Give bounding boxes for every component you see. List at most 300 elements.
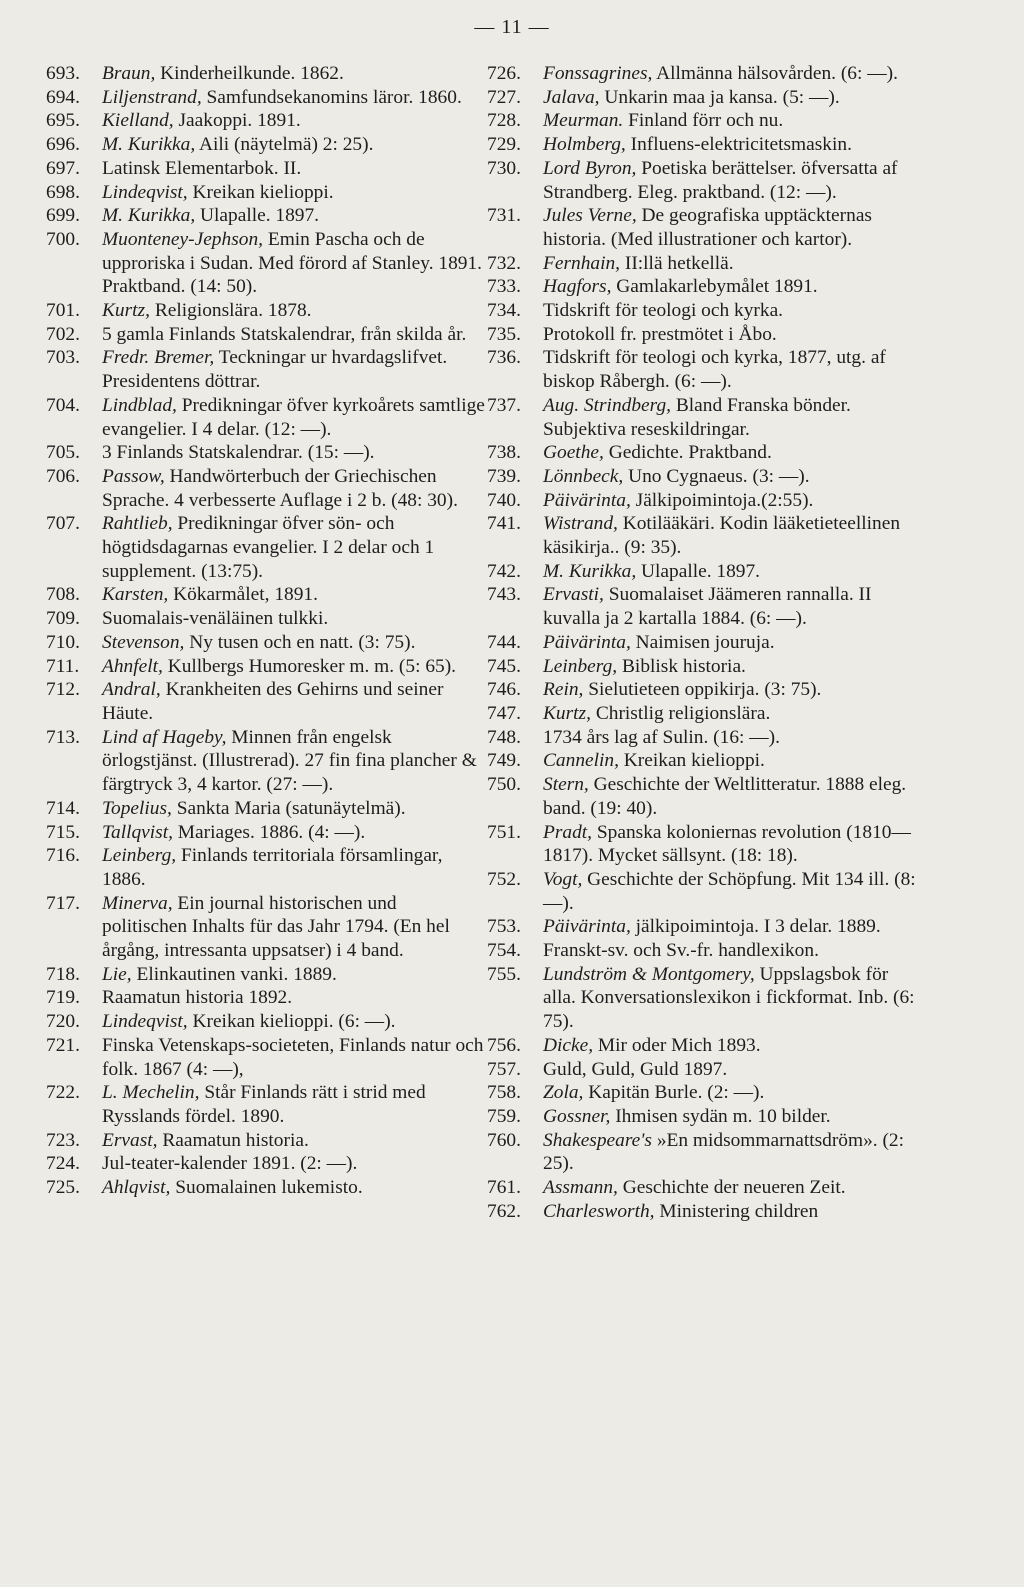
catalog-entry (46, 1176, 486, 1200)
entry-author: Lord Byron, (543, 157, 637, 179)
catalog-entry (487, 109, 917, 133)
entry-description: Predikningar öfver sön- och högtidsdagarnas evangelier. I 2 delar och 1 supplement. (13:75). (102, 513, 435, 582)
entry-text (543, 62, 917, 86)
entry-text (543, 963, 917, 1034)
entry-number: 705. (46, 442, 80, 464)
entry-number: 749. (487, 750, 521, 772)
entry-description: Uno Cygnaeus. (3: —). (623, 465, 810, 487)
entry-description: Predikningar öfver kyrkoårets samtlige evangelier. I 4 delar. (12: —). (102, 394, 485, 440)
entry-text (543, 915, 917, 939)
entry-text (102, 726, 486, 797)
catalog-entry (487, 323, 917, 347)
entry-description: Protokoll fr. prestmötet i Åbo. (543, 323, 777, 345)
entry-text (543, 1176, 917, 1200)
entry-text (102, 62, 486, 86)
catalog-entry (46, 583, 486, 607)
entry-description: 5 gamla Finlands Statskalendrar, från skilda år. (102, 323, 467, 345)
entry-description: Geschichte der neueren Zeit. (617, 1177, 846, 1199)
entry-text (102, 631, 486, 655)
catalog-entry (487, 560, 917, 584)
entry-number: 711. (46, 655, 80, 677)
entry-text (102, 299, 486, 323)
entry-number: 708. (46, 584, 80, 606)
entry-description: Suomalais-venäläinen tulkki. (102, 608, 329, 630)
entry-description: Finland förr och nu. (623, 110, 784, 132)
catalog-entry (46, 157, 486, 181)
entry-author: Assmann, (543, 1177, 618, 1199)
entry-text (543, 821, 917, 868)
entry-author: Passow, (102, 465, 165, 487)
catalog-entry (46, 109, 486, 133)
entry-description: Naimisen jouruja. (630, 631, 775, 653)
catalog-entry (487, 1105, 917, 1129)
entry-author: Fernhain, (543, 252, 621, 274)
entry-description: Tidskrift för teologi och kyrka. (543, 300, 784, 322)
catalog-entry (46, 1034, 486, 1081)
entry-text (543, 939, 917, 963)
entry-description: Christlig religionslära. (590, 702, 771, 724)
entry-author: Päivärinta, (543, 631, 631, 653)
entry-number: 737. (487, 394, 521, 416)
entry-text (102, 1152, 486, 1176)
entry-description: Gamlakarlebymålet 1891. (611, 276, 818, 298)
entry-author: Hagfors, (543, 276, 612, 298)
entry-text (543, 1129, 917, 1176)
entry-number: 739. (487, 465, 521, 487)
catalog-entry (487, 299, 917, 323)
entry-text (102, 323, 486, 347)
entry-number: 757. (487, 1058, 521, 1080)
entry-description: Uppslagsbok för alla. Konversationslexikon i fickformat. Inb. (6: 75). (543, 963, 915, 1033)
entry-number: 732. (487, 252, 521, 274)
catalog-entry (487, 655, 917, 679)
entry-description: Minnen från engelsk örlogstjänst. (Illustrerad). 27 fin fina plancher & färgtryck 3, 4 kartor. (27: —). (102, 726, 477, 796)
catalog-entry (487, 204, 917, 251)
entry-number: 743. (487, 584, 521, 606)
entry-text (102, 963, 486, 987)
entry-author: Cannelin, (543, 750, 619, 772)
entry-number: 722. (46, 1082, 80, 1104)
entry-number: 730. (487, 157, 521, 179)
entry-number: 741. (487, 513, 521, 535)
catalog-entry (487, 702, 917, 726)
entry-author: Leinberg, (543, 655, 618, 677)
entry-text (102, 441, 486, 465)
entry-description: Religionslära. 1878. (149, 300, 312, 322)
catalog-entry (487, 939, 917, 963)
entry-author: Kurtz, (102, 300, 150, 322)
entry-description: Bland Franska bönder. Subjektiva reseskildringar. (543, 394, 851, 440)
entry-author: Pradt, (543, 821, 593, 843)
entry-text (543, 1058, 917, 1082)
entry-text (543, 773, 917, 820)
catalog-entry (46, 86, 486, 110)
entry-author: Lönnbeck, (543, 465, 624, 487)
entry-description: Ihmisen sydän m. 10 bilder. (610, 1105, 831, 1127)
entry-description: 3 Finlands Statskalendrar. (15: —). (102, 442, 375, 464)
entry-number: 703. (46, 347, 80, 369)
entry-text (543, 299, 917, 323)
entry-description: Jul-teater-kalender 1891. (2: —). (102, 1153, 358, 1175)
entry-number: 697. (46, 157, 80, 179)
entry-author: Aug. Strindberg, (543, 394, 672, 416)
entry-number: 751. (487, 821, 521, 843)
entry-text (543, 109, 917, 133)
entry-description: Teckningar ur hvardagslifvet. Presidentens döttrar. (102, 347, 448, 393)
entry-text (543, 678, 917, 702)
entry-description: Raamatun historia 1892. (102, 987, 293, 1009)
entry-number: 712. (46, 679, 80, 701)
entry-description: Ny tusen och en natt. (3: 75). (184, 631, 416, 653)
entry-text (543, 868, 917, 915)
entry-number: 710. (46, 631, 80, 653)
entry-author: Leinberg, (102, 845, 177, 867)
entry-author: Stevenson, (102, 631, 185, 653)
entry-text (543, 512, 917, 559)
catalog-entry (46, 181, 486, 205)
entry-description: Finska Vetenskaps-societeten, Finlands natur och folk. 1867 (4: —), (102, 1034, 484, 1080)
entry-number: 717. (46, 892, 80, 914)
entry-author: Lindblad, (102, 394, 177, 416)
entry-number: 759. (487, 1105, 521, 1127)
entry-text (102, 821, 486, 845)
catalog-entry (46, 346, 486, 393)
entry-text (102, 465, 486, 512)
entry-text (543, 275, 917, 299)
entry-number: 699. (46, 205, 80, 227)
entry-text (102, 346, 486, 393)
entry-number: 748. (487, 726, 521, 748)
catalog-entry (487, 726, 917, 750)
entry-author: Muonteney-Jephson, (102, 228, 263, 250)
entry-description: II:llä hetkellä. (620, 252, 734, 274)
entry-author: Lindeqvist, (102, 181, 188, 203)
entry-author: Shakespeare's (543, 1129, 652, 1151)
entry-text (543, 323, 917, 347)
catalog-entry (487, 631, 917, 655)
catalog-entry (487, 678, 917, 702)
entry-description: jälkipoimintoja. I 3 delar. 1889. (630, 916, 881, 938)
entry-description: Ulapalle. 1897. (195, 205, 320, 227)
catalog-entry (487, 963, 917, 1034)
entry-text (102, 892, 486, 963)
entry-number: 725. (46, 1177, 80, 1199)
right-column (487, 62, 917, 1223)
catalog-entry (46, 821, 486, 845)
entry-description: Sielutieteen oppikirja. (3: 75). (583, 679, 822, 701)
entry-author: Ervast, (102, 1129, 158, 1151)
entry-number: 707. (46, 513, 80, 535)
entry-text (102, 655, 486, 679)
entry-author: Tallqvist, (102, 821, 173, 843)
entry-author: Lind af Hageby, (102, 726, 227, 748)
catalog-entry (46, 299, 486, 323)
entry-author: Ahnfelt, (102, 655, 163, 677)
catalog-entry (46, 844, 486, 891)
entry-number: 736. (487, 347, 521, 369)
catalog-entry (46, 133, 486, 157)
entry-text (102, 157, 486, 181)
entry-author: Jules Verne, (543, 205, 637, 227)
entry-text (543, 655, 917, 679)
entry-number: 747. (487, 702, 521, 724)
entry-text (102, 133, 486, 157)
entry-text (543, 441, 917, 465)
catalog-entry (46, 986, 486, 1010)
entry-text (543, 1034, 917, 1058)
entry-number: 713. (46, 726, 80, 748)
entry-text (543, 252, 917, 276)
entry-text (543, 749, 917, 773)
entry-number: 719. (46, 987, 80, 1009)
entry-text (543, 86, 917, 110)
entry-text (543, 465, 917, 489)
catalog-entry (487, 133, 917, 157)
entry-author: Ahlqvist, (102, 1177, 171, 1199)
entry-author: Dicke, (543, 1034, 594, 1056)
entry-text (102, 86, 486, 110)
entry-description: Influens-elektricitetsmaskin. (625, 134, 852, 156)
entry-text (102, 583, 486, 607)
entry-number: 762. (487, 1200, 521, 1222)
entry-number: 746. (487, 679, 521, 701)
entry-description: Jälkipoimintoja.(2:55). (630, 489, 814, 511)
catalog-entry (46, 394, 486, 441)
entry-description: Kreikan kielioppi. (618, 750, 765, 772)
entry-description: Kreikan kielioppi. (187, 181, 334, 203)
entry-author: Holmberg, (543, 134, 626, 156)
entry-number: 758. (487, 1082, 521, 1104)
entry-number: 752. (487, 868, 521, 890)
catalog-entry (487, 821, 917, 868)
catalog-entry (46, 631, 486, 655)
entry-description: »En midsommarnattsdröm». (2: 25). (543, 1129, 905, 1175)
entry-description: Spanska koloniernas revolution (1810—1817). Mycket sällsynt. (18: 18). (543, 821, 911, 867)
catalog-entry (487, 252, 917, 276)
entry-author: Lundström & Montgomery, (543, 963, 755, 985)
entry-author: Kielland, (102, 110, 174, 132)
catalog-entry (487, 1129, 917, 1176)
entry-description: Emin Pascha och de upproriska i Sudan. Med förord af Stanley. 1891. Praktband. (14: 50). (102, 228, 483, 298)
catalog-entry (46, 1129, 486, 1153)
entry-description: Krankheiten des Gehirns und seiner Häute. (102, 679, 444, 724)
entry-number: 706. (46, 465, 80, 487)
catalog-entry (487, 512, 917, 559)
entry-number: 755. (487, 963, 521, 985)
entry-author: M. Kurikka, (543, 560, 637, 582)
entry-description: Franskt-sv. och Sv.-fr. handlexikon. (543, 940, 819, 962)
catalog-entry (46, 204, 486, 228)
catalog-entry (487, 465, 917, 489)
entry-text (102, 607, 486, 631)
entry-author: Lie, (102, 963, 132, 985)
entry-description: De geografiska upptäckternas historia. (Med illustrationer och kartor). (543, 205, 872, 250)
entry-number: 700. (46, 228, 80, 250)
entry-description: Biblisk historia. (617, 655, 746, 677)
entry-text (102, 204, 486, 228)
entry-number: 721. (46, 1034, 80, 1056)
entry-author: Päivärinta, (543, 916, 631, 938)
entry-number: 745. (487, 655, 521, 677)
entry-number: 742. (487, 560, 521, 582)
entry-description: Raamatun historia. (157, 1129, 309, 1151)
catalog-entry (46, 512, 486, 583)
entry-author: Zola, (543, 1082, 584, 1104)
entry-author: Goethe, (543, 442, 604, 464)
catalog-entry (487, 275, 917, 299)
entry-text (102, 797, 486, 821)
catalog-entry (487, 1200, 917, 1224)
catalog-entry (46, 963, 486, 987)
entry-number: 735. (487, 323, 521, 345)
entry-author: Fredr. Bremer, (102, 347, 215, 369)
entry-description: Gedichte. Praktband. (603, 442, 772, 464)
page-number: — 11 — (474, 16, 550, 38)
catalog-entry (487, 62, 917, 86)
entry-author: Minerva, (102, 892, 173, 914)
entry-author: Rahtlieb, (102, 513, 173, 535)
entry-description: Suomalaiset Jäämeren rannalla. II kuvalla ja 2 kartalla 1884. (6: —). (543, 584, 872, 630)
catalog-entry (46, 228, 486, 299)
entry-description: Ein journal historischen und politischen Inhalts für das Jahr 1794. (En hel årgång, intressanta uppsatser) i 4 band. (102, 892, 450, 962)
entry-description: Handwörterbuch der Griechischen Sprache. 4 verbesserte Auflage i 2 b. (48: 30). (102, 465, 458, 511)
entry-author: Rein, (543, 679, 584, 701)
entry-description: Tidskrift för teologi och kyrka, 1877, utg. af biskop Råbergh. (6: —). (543, 347, 886, 393)
catalog-entry (46, 62, 486, 86)
entry-text (543, 489, 917, 513)
entry-description: Unkarin maa ja kansa. (5: —). (599, 86, 840, 108)
entry-text (543, 1081, 917, 1105)
entry-text (543, 560, 917, 584)
entry-text (102, 1034, 486, 1081)
entry-text (543, 133, 917, 157)
entry-number: 754. (487, 940, 521, 962)
entry-text (543, 631, 917, 655)
entry-text (102, 678, 486, 725)
entry-text (102, 844, 486, 891)
entry-number: 729. (487, 134, 521, 156)
entry-author: L. Mechelin, (102, 1082, 200, 1104)
entry-description: Kapitän Burle. (2: —). (583, 1082, 765, 1104)
entry-text (543, 204, 917, 251)
entry-number: 756. (487, 1034, 521, 1056)
entry-author: M. Kurikka, (102, 134, 196, 156)
entry-text (543, 1105, 917, 1129)
entry-number: 723. (46, 1129, 80, 1151)
entry-number: 720. (46, 1011, 80, 1033)
entry-author: Jalava, (543, 86, 600, 108)
entry-author: Kurtz, (543, 702, 591, 724)
entry-description: Geschichte der Weltlitteratur. 1888 eleg. band. (19: 40). (543, 774, 907, 819)
entry-number: 698. (46, 181, 80, 203)
catalog-entry (487, 868, 917, 915)
entry-author: Ervasti, (543, 584, 604, 606)
entry-number: 734. (487, 300, 521, 322)
entry-text (543, 583, 917, 630)
entry-number: 694. (46, 86, 80, 108)
entry-description: Latinsk Elementarbok. II. (102, 157, 302, 179)
entry-number: 714. (46, 797, 80, 819)
catalog-entry (46, 1081, 486, 1128)
entry-author: M. Kurikka, (102, 205, 196, 227)
entry-author: Wistrand, (543, 513, 618, 535)
catalog-entry (487, 157, 917, 204)
entry-text (543, 1200, 917, 1224)
entry-number: 733. (487, 276, 521, 298)
entry-description: Ulapalle. 1897. (636, 560, 761, 582)
catalog-entry (487, 773, 917, 820)
entry-text (543, 702, 917, 726)
catalog-entry (487, 1058, 917, 1082)
catalog-entry (46, 465, 486, 512)
entry-text (102, 228, 486, 299)
catalog-entry (487, 749, 917, 773)
entry-number: 761. (487, 1177, 521, 1199)
entry-text (102, 181, 486, 205)
entry-description: Allmänna hälsovården. (6: —). (652, 63, 898, 84)
entry-number: 726. (487, 63, 521, 84)
entry-description: Poetiska berättelser. öfversatta af Strandberg. Eleg. praktband. (12: —). (543, 157, 898, 203)
catalog-entry (487, 583, 917, 630)
entry-text (102, 109, 486, 133)
entry-text (102, 1129, 486, 1153)
catalog-entry (46, 726, 486, 797)
entry-description: Guld, Guld, Guld 1897. (543, 1058, 728, 1080)
entry-author: Braun, (102, 63, 156, 84)
entry-number: 760. (487, 1129, 521, 1151)
entry-text (102, 394, 486, 441)
catalog-entry (46, 323, 486, 347)
entry-description: Står Finlands rätt i strid med Rysslands fördel. 1890. (102, 1082, 426, 1127)
entry-author: Andral, (102, 679, 161, 701)
entry-text (543, 346, 917, 393)
entry-number: 701. (46, 300, 80, 322)
catalog-entry (487, 1034, 917, 1058)
entry-description: Kökarmålet, 1891. (168, 584, 318, 606)
catalog-entry (46, 1152, 486, 1176)
entry-author: Vogt, (543, 868, 583, 890)
entry-author: Stern, (543, 774, 589, 796)
entry-description: Mariages. 1886. (4: —). (172, 821, 366, 843)
entry-description: Kinderheilkunde. 1862. (155, 63, 344, 84)
entry-text (102, 1010, 486, 1034)
catalog-entry (46, 607, 486, 631)
entry-description: Finlands territoriala församlingar, 1886. (102, 845, 443, 890)
entry-description: 1734 års lag af Sulin. (16: —). (543, 726, 780, 748)
entry-author: Lindeqvist, (102, 1011, 188, 1033)
entry-number: 718. (46, 963, 80, 985)
catalog-entry (46, 797, 486, 821)
entry-number: 731. (487, 205, 521, 227)
entry-number: 753. (487, 916, 521, 938)
catalog-entry (46, 655, 486, 679)
entry-number: 740. (487, 489, 521, 511)
entry-number: 724. (46, 1153, 80, 1175)
entry-author: Liljenstrand, (102, 86, 202, 108)
catalog-entry (487, 1081, 917, 1105)
entry-number: 744. (487, 631, 521, 653)
entry-number: 695. (46, 110, 80, 132)
entry-number: 696. (46, 134, 80, 156)
catalog-entry (487, 86, 917, 110)
catalog-entry (487, 915, 917, 939)
entry-number: 716. (46, 845, 80, 867)
catalog-entry (487, 441, 917, 465)
entry-number: 693. (46, 63, 80, 84)
entry-text (102, 512, 486, 583)
entry-description: Suomalainen lukemisto. (170, 1177, 363, 1199)
entry-number: 709. (46, 608, 80, 630)
